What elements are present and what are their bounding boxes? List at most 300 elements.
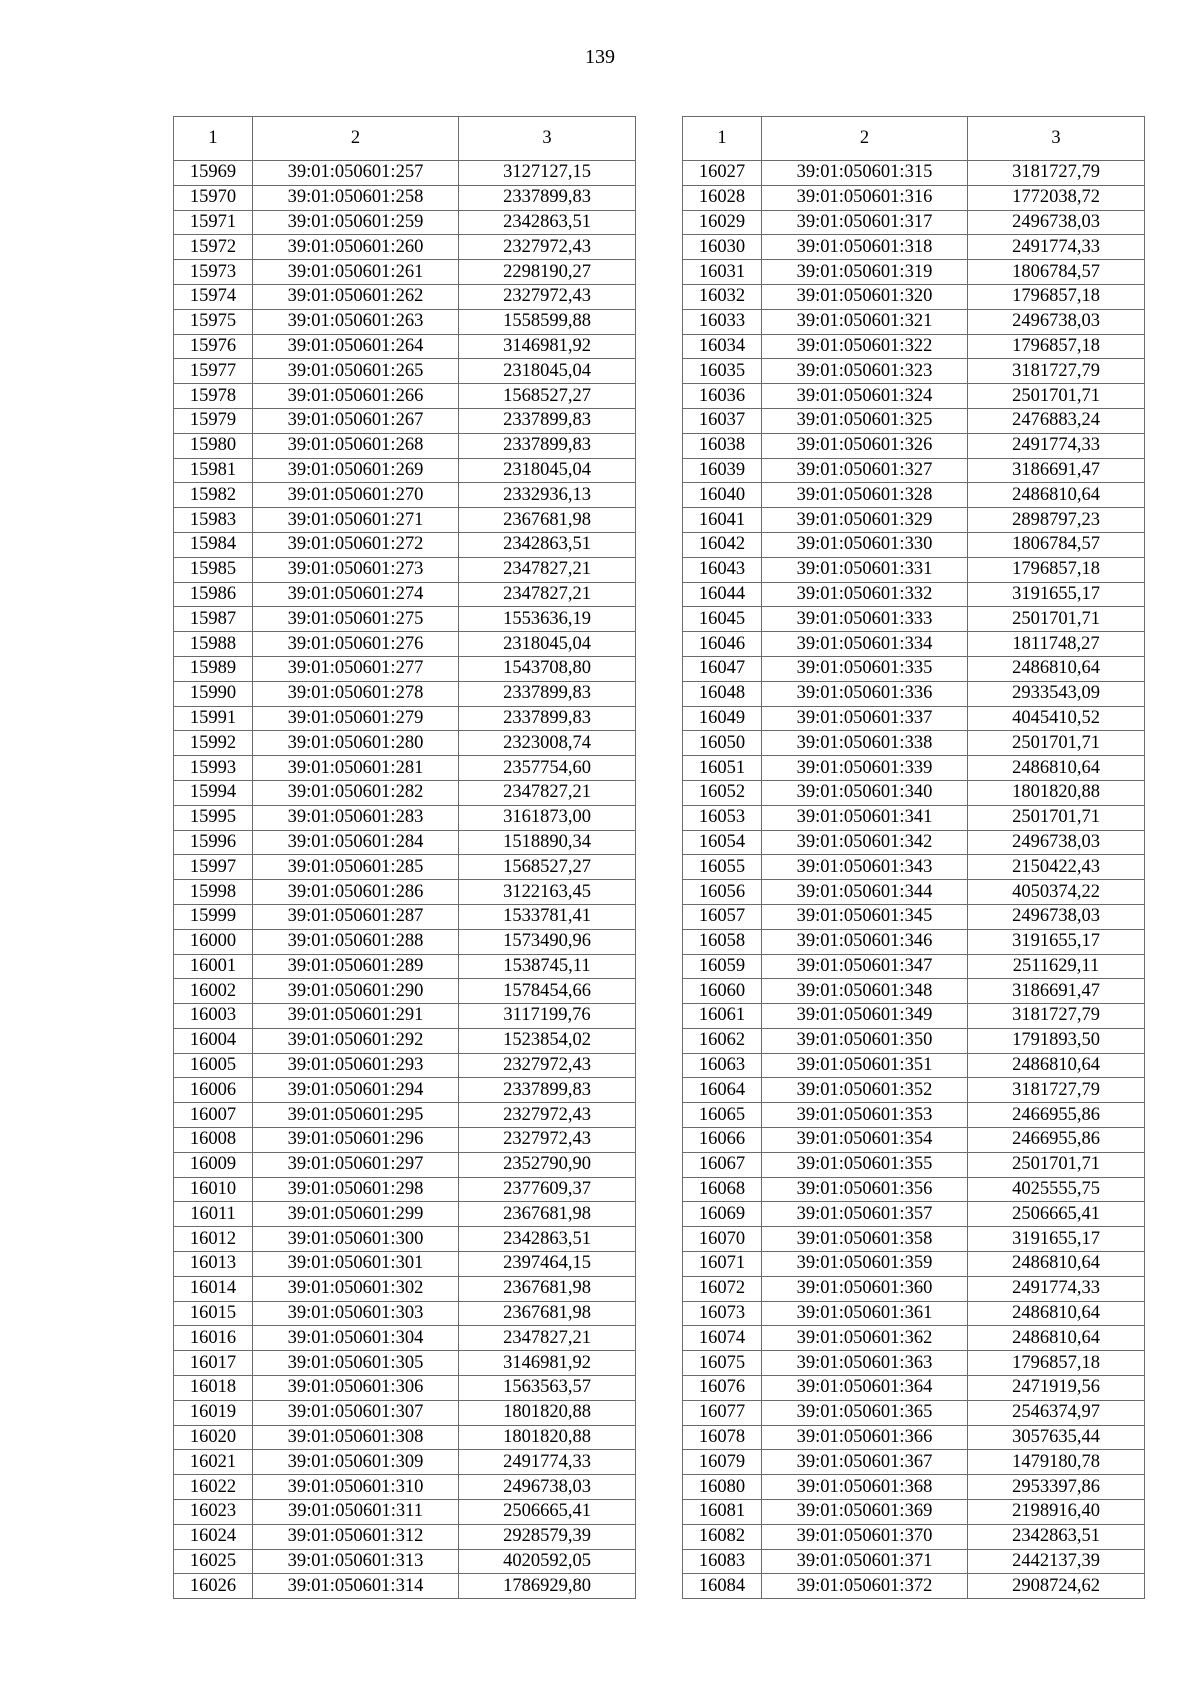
table-row <box>683 210 1145 235</box>
value-cell: 2501701,71 <box>968 731 1145 756</box>
table-row <box>174 235 636 260</box>
row-number-cell: 15995 <box>174 805 253 830</box>
header-row <box>683 117 1145 161</box>
cadastral-number-cell: 39:01:050601:337 <box>762 706 968 731</box>
row-number-cell: 16037 <box>683 408 762 433</box>
cadastral-number-cell: 39:01:050601:325 <box>762 408 968 433</box>
value-cell: 1479180,78 <box>968 1450 1145 1475</box>
row-number-cell: 16042 <box>683 532 762 557</box>
cadastral-number-cell: 39:01:050601:287 <box>253 904 459 929</box>
cadastral-number-cell: 39:01:050601:343 <box>762 855 968 880</box>
row-number-cell: 16052 <box>683 780 762 805</box>
table-row <box>683 1351 1145 1376</box>
table-row <box>683 1549 1145 1574</box>
value-cell: 2908724,62 <box>968 1574 1145 1599</box>
value-cell: 4050374,22 <box>968 880 1145 905</box>
value-cell: 2486810,64 <box>968 1326 1145 1351</box>
header-row <box>174 117 636 161</box>
right-table-body <box>683 161 1145 1599</box>
value-cell: 2486810,64 <box>968 1053 1145 1078</box>
row-number-cell: 16001 <box>174 954 253 979</box>
value-cell: 2327972,43 <box>459 284 636 309</box>
table-row <box>683 1376 1145 1401</box>
cadastral-number-cell: 39:01:050601:340 <box>762 780 968 805</box>
table-row <box>174 384 636 409</box>
table-row <box>174 1028 636 1053</box>
table-row <box>174 1475 636 1500</box>
cadastral-number-cell: 39:01:050601:275 <box>253 607 459 632</box>
row-number-cell: 15972 <box>174 235 253 260</box>
value-cell: 2298190,27 <box>459 260 636 285</box>
table-row <box>174 309 636 334</box>
table-row <box>683 1227 1145 1252</box>
table-row <box>174 830 636 855</box>
value-cell: 1796857,18 <box>968 557 1145 582</box>
row-number-cell: 16040 <box>683 483 762 508</box>
table-row <box>174 880 636 905</box>
cadastral-number-cell: 39:01:050601:369 <box>762 1500 968 1525</box>
row-number-cell: 15974 <box>174 284 253 309</box>
row-number-cell: 16015 <box>174 1301 253 1326</box>
value-cell: 3181727,79 <box>968 1004 1145 1029</box>
table-row <box>174 1326 636 1351</box>
value-cell: 3186691,47 <box>968 979 1145 1004</box>
cadastral-number-cell: 39:01:050601:281 <box>253 756 459 781</box>
table-row <box>174 1276 636 1301</box>
row-number-cell: 16066 <box>683 1128 762 1153</box>
value-cell: 2501701,71 <box>968 607 1145 632</box>
row-number-cell: 15973 <box>174 260 253 285</box>
cadastral-number-cell: 39:01:050601:354 <box>762 1128 968 1153</box>
value-cell: 1811748,27 <box>968 632 1145 657</box>
value-cell: 2347827,21 <box>459 1326 636 1351</box>
cadastral-number-cell: 39:01:050601:259 <box>253 210 459 235</box>
right-table <box>682 116 1145 1599</box>
value-cell: 1518890,34 <box>459 830 636 855</box>
row-number-cell: 15983 <box>174 508 253 533</box>
header-cell-1: 1 <box>174 117 253 161</box>
cadastral-number-cell: 39:01:050601:283 <box>253 805 459 830</box>
row-number-cell: 16055 <box>683 855 762 880</box>
value-cell: 2928579,39 <box>459 1524 636 1549</box>
value-cell: 3122163,45 <box>459 880 636 905</box>
row-number-cell: 16004 <box>174 1028 253 1053</box>
row-number-cell: 15976 <box>174 334 253 359</box>
table-row <box>683 1004 1145 1029</box>
row-number-cell: 15997 <box>174 855 253 880</box>
table-row <box>174 1128 636 1153</box>
cadastral-number-cell: 39:01:050601:328 <box>762 483 968 508</box>
table-row <box>683 1326 1145 1351</box>
cadastral-number-cell: 39:01:050601:324 <box>762 384 968 409</box>
row-number-cell: 16057 <box>683 904 762 929</box>
row-number-cell: 16010 <box>174 1177 253 1202</box>
cadastral-number-cell: 39:01:050601:349 <box>762 1004 968 1029</box>
value-cell: 2471919,56 <box>968 1376 1145 1401</box>
row-number-cell: 16044 <box>683 582 762 607</box>
row-number-cell: 15986 <box>174 582 253 607</box>
table-row <box>174 780 636 805</box>
value-cell: 1806784,57 <box>968 532 1145 557</box>
value-cell: 2491774,33 <box>968 433 1145 458</box>
value-cell: 2150422,43 <box>968 855 1145 880</box>
value-cell: 2491774,33 <box>968 235 1145 260</box>
value-cell: 2357754,60 <box>459 756 636 781</box>
table-row <box>683 1301 1145 1326</box>
row-number-cell: 15990 <box>174 681 253 706</box>
cadastral-number-cell: 39:01:050601:264 <box>253 334 459 359</box>
value-cell: 2337899,83 <box>459 433 636 458</box>
value-cell: 2367681,98 <box>459 508 636 533</box>
value-cell: 1563563,57 <box>459 1376 636 1401</box>
table-row <box>683 731 1145 756</box>
value-cell: 2342863,51 <box>968 1524 1145 1549</box>
value-cell: 2496738,03 <box>968 309 1145 334</box>
row-number-cell: 15980 <box>174 433 253 458</box>
value-cell: 2496738,03 <box>968 210 1145 235</box>
cadastral-number-cell: 39:01:050601:309 <box>253 1450 459 1475</box>
value-cell: 2347827,21 <box>459 557 636 582</box>
table-row <box>174 284 636 309</box>
cadastral-number-cell: 39:01:050601:315 <box>762 161 968 186</box>
value-cell: 3186691,47 <box>968 458 1145 483</box>
cadastral-number-cell: 39:01:050601:321 <box>762 309 968 334</box>
row-number-cell: 16028 <box>683 185 762 210</box>
table-row <box>683 607 1145 632</box>
value-cell: 3181727,79 <box>968 161 1145 186</box>
row-number-cell: 16027 <box>683 161 762 186</box>
cadastral-number-cell: 39:01:050601:314 <box>253 1574 459 1599</box>
row-number-cell: 16059 <box>683 954 762 979</box>
table-row <box>174 1500 636 1525</box>
cadastral-number-cell: 39:01:050601:316 <box>762 185 968 210</box>
row-number-cell: 16061 <box>683 1004 762 1029</box>
row-number-cell: 15982 <box>174 483 253 508</box>
row-number-cell: 15971 <box>174 210 253 235</box>
row-number-cell: 16049 <box>683 706 762 731</box>
row-number-cell: 16067 <box>683 1152 762 1177</box>
cadastral-number-cell: 39:01:050601:284 <box>253 830 459 855</box>
cadastral-number-cell: 39:01:050601:351 <box>762 1053 968 1078</box>
value-cell: 2337899,83 <box>459 408 636 433</box>
value-cell: 2466955,86 <box>968 1128 1145 1153</box>
value-cell: 2486810,64 <box>968 483 1145 508</box>
cadastral-number-cell: 39:01:050601:274 <box>253 582 459 607</box>
cadastral-number-cell: 39:01:050601:307 <box>253 1400 459 1425</box>
row-number-cell: 16008 <box>174 1128 253 1153</box>
value-cell: 2546374,97 <box>968 1400 1145 1425</box>
value-cell: 2466955,86 <box>968 1103 1145 1128</box>
cadastral-number-cell: 39:01:050601:276 <box>253 632 459 657</box>
table-row <box>683 359 1145 384</box>
table-row <box>174 1351 636 1376</box>
table-row <box>174 1524 636 1549</box>
table-row <box>174 904 636 929</box>
row-number-cell: 16031 <box>683 260 762 285</box>
table-row <box>174 557 636 582</box>
table-row <box>683 1152 1145 1177</box>
table-row <box>683 1078 1145 1103</box>
cadastral-number-cell: 39:01:050601:336 <box>762 681 968 706</box>
cadastral-number-cell: 39:01:050601:296 <box>253 1128 459 1153</box>
row-number-cell: 16063 <box>683 1053 762 1078</box>
cadastral-number-cell: 39:01:050601:311 <box>253 1500 459 1525</box>
table-row <box>683 1574 1145 1599</box>
table-row <box>174 681 636 706</box>
row-number-cell: 16026 <box>174 1574 253 1599</box>
cadastral-number-cell: 39:01:050601:355 <box>762 1152 968 1177</box>
value-cell: 2318045,04 <box>459 359 636 384</box>
row-number-cell: 16045 <box>683 607 762 632</box>
table-row <box>174 979 636 1004</box>
row-number-cell: 16081 <box>683 1500 762 1525</box>
row-number-cell: 16033 <box>683 309 762 334</box>
cadastral-number-cell: 39:01:050601:359 <box>762 1252 968 1277</box>
row-number-cell: 16060 <box>683 979 762 1004</box>
value-cell: 2327972,43 <box>459 1128 636 1153</box>
table-row <box>683 632 1145 657</box>
value-cell: 1553636,19 <box>459 607 636 632</box>
value-cell: 1791893,50 <box>968 1028 1145 1053</box>
cadastral-number-cell: 39:01:050601:266 <box>253 384 459 409</box>
value-cell: 2501701,71 <box>968 1152 1145 1177</box>
cadastral-number-cell: 39:01:050601:304 <box>253 1326 459 1351</box>
value-cell: 1796857,18 <box>968 1351 1145 1376</box>
value-cell: 1568527,27 <box>459 855 636 880</box>
cadastral-number-cell: 39:01:050601:290 <box>253 979 459 1004</box>
table-row <box>683 582 1145 607</box>
row-number-cell: 16046 <box>683 632 762 657</box>
row-number-cell: 16072 <box>683 1276 762 1301</box>
row-number-cell: 16018 <box>174 1376 253 1401</box>
row-number-cell: 16038 <box>683 433 762 458</box>
cadastral-number-cell: 39:01:050601:368 <box>762 1475 968 1500</box>
value-cell: 1538745,11 <box>459 954 636 979</box>
table-row <box>683 458 1145 483</box>
value-cell: 3057635,44 <box>968 1425 1145 1450</box>
cadastral-number-cell: 39:01:050601:313 <box>253 1549 459 1574</box>
cadastral-number-cell: 39:01:050601:318 <box>762 235 968 260</box>
cadastral-number-cell: 39:01:050601:305 <box>253 1351 459 1376</box>
row-number-cell: 16000 <box>174 929 253 954</box>
cadastral-number-cell: 39:01:050601:298 <box>253 1177 459 1202</box>
value-cell: 2501701,71 <box>968 805 1145 830</box>
cadastral-number-cell: 39:01:050601:299 <box>253 1202 459 1227</box>
table-row <box>174 1376 636 1401</box>
row-number-cell: 16005 <box>174 1053 253 1078</box>
value-cell: 1786929,80 <box>459 1574 636 1599</box>
row-number-cell: 15970 <box>174 185 253 210</box>
cadastral-number-cell: 39:01:050601:277 <box>253 656 459 681</box>
table-row <box>683 384 1145 409</box>
cadastral-number-cell: 39:01:050601:286 <box>253 880 459 905</box>
table-row <box>683 284 1145 309</box>
row-number-cell: 16020 <box>174 1425 253 1450</box>
table-row <box>683 1450 1145 1475</box>
value-cell: 2323008,74 <box>459 731 636 756</box>
cadastral-number-cell: 39:01:050601:332 <box>762 582 968 607</box>
table-row <box>174 1103 636 1128</box>
value-cell: 2442137,39 <box>968 1549 1145 1574</box>
cadastral-number-cell: 39:01:050601:323 <box>762 359 968 384</box>
table-row <box>174 656 636 681</box>
header-cell-2: 2 <box>253 117 459 161</box>
left-table-body <box>174 161 636 1599</box>
row-number-cell: 16078 <box>683 1425 762 1450</box>
table-row <box>683 334 1145 359</box>
value-cell: 2342863,51 <box>459 1227 636 1252</box>
row-number-cell: 16048 <box>683 681 762 706</box>
cadastral-number-cell: 39:01:050601:269 <box>253 458 459 483</box>
cadastral-number-cell: 39:01:050601:263 <box>253 309 459 334</box>
row-number-cell: 15984 <box>174 532 253 557</box>
value-cell: 2198916,40 <box>968 1500 1145 1525</box>
cadastral-number-cell: 39:01:050601:306 <box>253 1376 459 1401</box>
table-row <box>174 260 636 285</box>
cadastral-number-cell: 39:01:050601:345 <box>762 904 968 929</box>
row-number-cell: 15992 <box>174 731 253 756</box>
value-cell: 1806784,57 <box>968 260 1145 285</box>
row-number-cell: 16036 <box>683 384 762 409</box>
table-row <box>174 706 636 731</box>
table-row <box>683 1177 1145 1202</box>
table-row <box>174 1177 636 1202</box>
cadastral-number-cell: 39:01:050601:285 <box>253 855 459 880</box>
cadastral-number-cell: 39:01:050601:270 <box>253 483 459 508</box>
table-row <box>174 359 636 384</box>
cadastral-number-cell: 39:01:050601:308 <box>253 1425 459 1450</box>
cadastral-number-cell: 39:01:050601:360 <box>762 1276 968 1301</box>
cadastral-number-cell: 39:01:050601:294 <box>253 1078 459 1103</box>
table-row <box>174 1152 636 1177</box>
cadastral-number-cell: 39:01:050601:350 <box>762 1028 968 1053</box>
value-cell: 2506665,41 <box>459 1500 636 1525</box>
row-number-cell: 16041 <box>683 508 762 533</box>
cadastral-number-cell: 39:01:050601:364 <box>762 1376 968 1401</box>
cadastral-number-cell: 39:01:050601:358 <box>762 1227 968 1252</box>
table-row <box>174 185 636 210</box>
row-number-cell: 16043 <box>683 557 762 582</box>
table-row <box>683 855 1145 880</box>
cadastral-number-cell: 39:01:050601:341 <box>762 805 968 830</box>
cadastral-number-cell: 39:01:050601:268 <box>253 433 459 458</box>
cadastral-number-cell: 39:01:050601:366 <box>762 1425 968 1450</box>
cadastral-number-cell: 39:01:050601:303 <box>253 1301 459 1326</box>
value-cell: 2486810,64 <box>968 1252 1145 1277</box>
cadastral-number-cell: 39:01:050601:280 <box>253 731 459 756</box>
cadastral-number-cell: 39:01:050601:293 <box>253 1053 459 1078</box>
table-row <box>683 1475 1145 1500</box>
header-cell-2: 2 <box>762 117 968 161</box>
table-row <box>174 1252 636 1277</box>
row-number-cell: 16007 <box>174 1103 253 1128</box>
value-cell: 1796857,18 <box>968 334 1145 359</box>
cadastral-number-cell: 39:01:050601:371 <box>762 1549 968 1574</box>
table-row <box>683 1252 1145 1277</box>
table-row <box>174 1227 636 1252</box>
table-row <box>174 1202 636 1227</box>
cadastral-number-cell: 39:01:050601:367 <box>762 1450 968 1475</box>
cadastral-number-cell: 39:01:050601:260 <box>253 235 459 260</box>
value-cell: 2501701,71 <box>968 384 1145 409</box>
cadastral-number-cell: 39:01:050601:363 <box>762 1351 968 1376</box>
row-number-cell: 16047 <box>683 656 762 681</box>
value-cell: 1523854,02 <box>459 1028 636 1053</box>
row-number-cell: 16070 <box>683 1227 762 1252</box>
value-cell: 2506665,41 <box>968 1202 1145 1227</box>
row-number-cell: 16079 <box>683 1450 762 1475</box>
row-number-cell: 16012 <box>174 1227 253 1252</box>
table-row <box>683 756 1145 781</box>
value-cell: 3146981,92 <box>459 1351 636 1376</box>
row-number-cell: 16002 <box>174 979 253 1004</box>
table-row <box>683 185 1145 210</box>
row-number-cell: 16003 <box>174 1004 253 1029</box>
table-row <box>174 210 636 235</box>
value-cell: 1573490,96 <box>459 929 636 954</box>
table-row <box>174 433 636 458</box>
value-cell: 2318045,04 <box>459 632 636 657</box>
row-number-cell: 16058 <box>683 929 762 954</box>
cadastral-number-cell: 39:01:050601:257 <box>253 161 459 186</box>
table-row <box>683 433 1145 458</box>
value-cell: 2327972,43 <box>459 1053 636 1078</box>
value-cell: 2337899,83 <box>459 681 636 706</box>
cadastral-number-cell: 39:01:050601:297 <box>253 1152 459 1177</box>
value-cell: 2347827,21 <box>459 780 636 805</box>
value-cell: 3181727,79 <box>968 1078 1145 1103</box>
value-cell: 1801820,88 <box>968 780 1145 805</box>
row-number-cell: 16074 <box>683 1326 762 1351</box>
value-cell: 3127127,15 <box>459 161 636 186</box>
table-row <box>683 1028 1145 1053</box>
value-cell: 3181727,79 <box>968 359 1145 384</box>
row-number-cell: 15985 <box>174 557 253 582</box>
cadastral-number-cell: 39:01:050601:334 <box>762 632 968 657</box>
table-row <box>683 1425 1145 1450</box>
table-row <box>683 904 1145 929</box>
value-cell: 2327972,43 <box>459 1103 636 1128</box>
table-row <box>174 607 636 632</box>
value-cell: 2347827,21 <box>459 582 636 607</box>
cadastral-number-cell: 39:01:050601:329 <box>762 508 968 533</box>
cadastral-number-cell: 39:01:050601:335 <box>762 656 968 681</box>
table-row <box>174 582 636 607</box>
row-number-cell: 15991 <box>174 706 253 731</box>
table-row <box>683 508 1145 533</box>
row-number-cell: 16034 <box>683 334 762 359</box>
cadastral-number-cell: 39:01:050601:357 <box>762 1202 968 1227</box>
row-number-cell: 15999 <box>174 904 253 929</box>
left-table <box>173 116 636 1599</box>
value-cell: 2337899,83 <box>459 185 636 210</box>
table-row <box>174 1425 636 1450</box>
table-row <box>683 483 1145 508</box>
table-row <box>174 731 636 756</box>
value-cell: 2953397,86 <box>968 1475 1145 1500</box>
value-cell: 2332936,13 <box>459 483 636 508</box>
value-cell: 1578454,66 <box>459 979 636 1004</box>
value-cell: 2898797,23 <box>968 508 1145 533</box>
row-number-cell: 15981 <box>174 458 253 483</box>
cadastral-number-cell: 39:01:050601:370 <box>762 1524 968 1549</box>
value-cell: 2491774,33 <box>968 1276 1145 1301</box>
table-row <box>174 161 636 186</box>
row-number-cell: 16009 <box>174 1152 253 1177</box>
value-cell: 4045410,52 <box>968 706 1145 731</box>
row-number-cell: 16071 <box>683 1252 762 1277</box>
row-number-cell: 16019 <box>174 1400 253 1425</box>
